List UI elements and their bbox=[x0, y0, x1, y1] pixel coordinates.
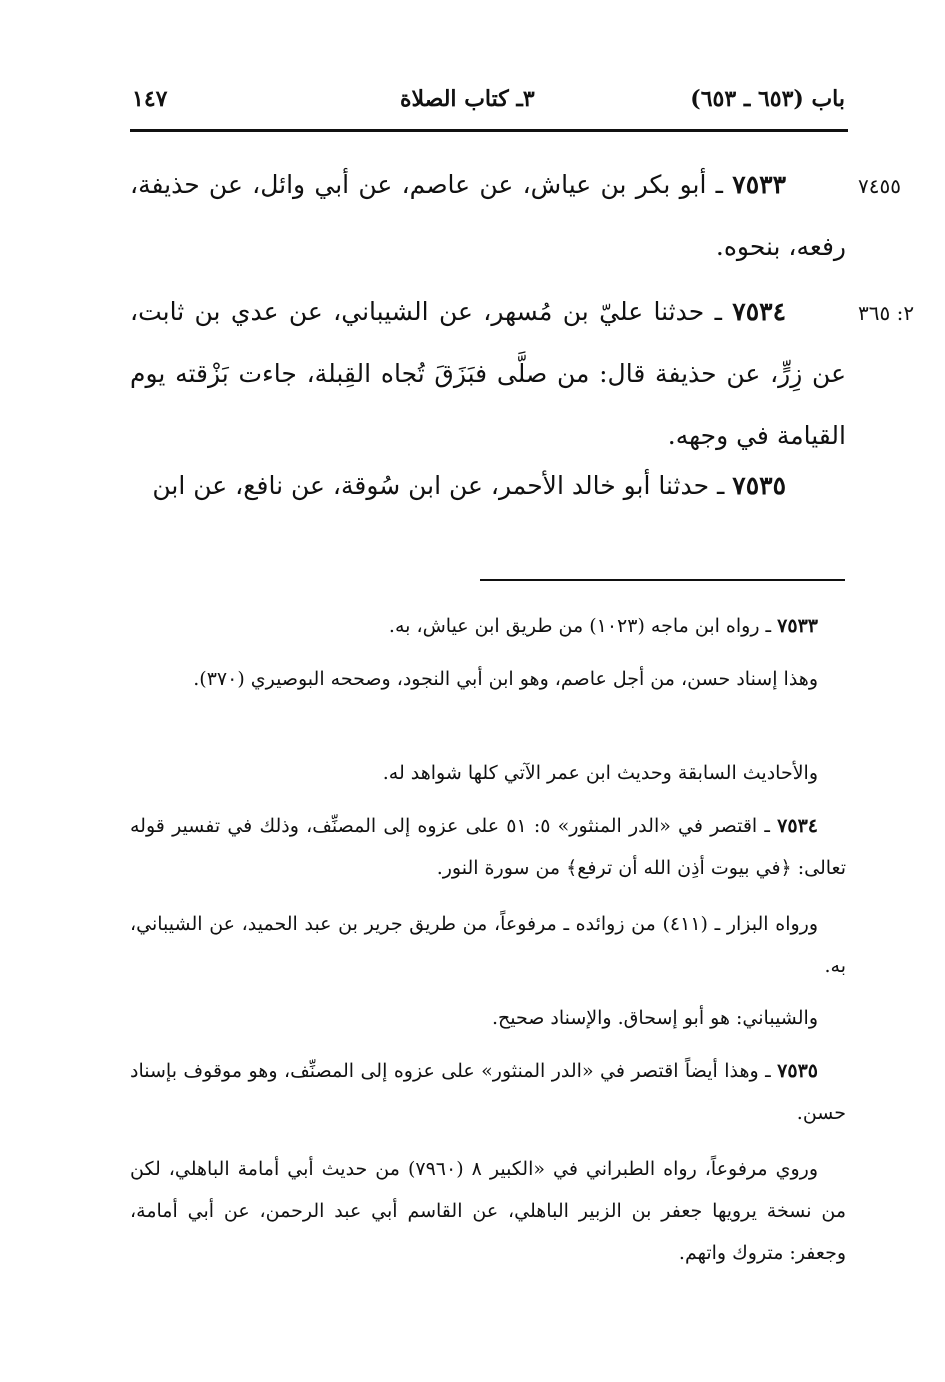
footnote bbox=[130, 605, 846, 647]
header-rule bbox=[130, 129, 848, 132]
footnote-text: ـ رواه ابن ماجه (١٠٢٣) من طريق ابن عياش، به. bbox=[388, 615, 772, 637]
footnote-text: ـ اقتصر في «الدر المنثور» ٥: ٥١ على عزوه إلى المصنِّف، وذلك في تفسير قوله تعالى: ﴿في بيوت أذِن الله أن ترفع﴾ من سورة النور. bbox=[130, 815, 846, 879]
hadith-number: ٧٥٣٥ bbox=[732, 471, 786, 500]
margin-reference: ٢: ٣٦٥ bbox=[858, 301, 915, 325]
page-number: ١٤٧ bbox=[132, 86, 168, 112]
hadith-paragraph bbox=[130, 154, 846, 278]
hadith-text: ـ حدثنا عليّ بن مُسهر، عن الشيباني، عن عدي بن ثابت، عن زِرٍّ، عن حذيفة قال: من صلَّى فبَزَقَ تُجاه القِبلة، جاءت بَزْقته يوم القيامة في وجهه. bbox=[130, 297, 846, 450]
book-title: ٣ـ كتاب الصلاة bbox=[400, 86, 535, 112]
footnote-text: وهذا إسناد حسن، من أجل عاصم، وهو ابن أبي النجود، وصححه البوصيري (٣٧٠). bbox=[193, 668, 818, 690]
footnote bbox=[130, 658, 846, 700]
footnote bbox=[130, 752, 846, 794]
footnote bbox=[130, 903, 846, 987]
footnote-text: ورواه البزار ـ (٤١١) من زوائده ـ مرفوعاً، من طريق جرير بن عبد الحميد، عن الشيباني، به. bbox=[130, 913, 846, 977]
hadith-number: ٧٥٣٤ bbox=[732, 297, 786, 326]
footnote-number: ٧٥٣٣ bbox=[777, 615, 818, 637]
footnote bbox=[130, 805, 846, 889]
margin-reference: ٧٤٥٥ bbox=[858, 174, 901, 198]
hadith-paragraph bbox=[130, 455, 846, 517]
footnote-number: ٧٥٣٥ bbox=[777, 1060, 818, 1082]
footnote bbox=[130, 1050, 846, 1134]
footnote-text: والأحاديث السابقة وحديث ابن عمر الآتي كلها شواهد له. bbox=[382, 762, 818, 784]
footnote bbox=[130, 997, 846, 1039]
chapter-heading: باب (٦٥٣ ـ ٦٥٣) bbox=[690, 86, 845, 112]
footnote-rule bbox=[480, 579, 845, 581]
footnote bbox=[130, 1148, 846, 1274]
footnote-text: ـ وهذا أيضاً اقتصر في «الدر المنثور» على عزوه إلى المصنِّف، وهو موقوف بإسناد حسن. bbox=[130, 1060, 846, 1124]
hadith-text: ـ حدثنا أبو خالد الأحمر، عن ابن سُوقة، عن نافع، عن ابن bbox=[152, 471, 725, 500]
hadith-text: ـ أبو بكر بن عياش، عن عاصم، عن أبي وائل، عن حذيفة، رفعه، بنحوه. bbox=[130, 170, 846, 261]
footnote-number: ٧٥٣٤ bbox=[777, 815, 818, 837]
footnote-text: والشيباني: هو أبو إسحاق. والإسناد صحيح. bbox=[491, 1007, 818, 1029]
hadith-number: ٧٥٣٣ bbox=[732, 170, 786, 199]
hadith-paragraph bbox=[130, 281, 846, 467]
footnote-text: وروي مرفوعاً، رواه الطبراني في «الكبير ٨ (٧٩٦٠) من حديث أبي أمامة الباهلي، لكن من نسخة يرويها جعفر بن الزبير الباهلي، عن القاسم أبي عبد الرحمن، عن أبي أمامة، وجعفر: متروك واتهم. bbox=[130, 1158, 846, 1264]
